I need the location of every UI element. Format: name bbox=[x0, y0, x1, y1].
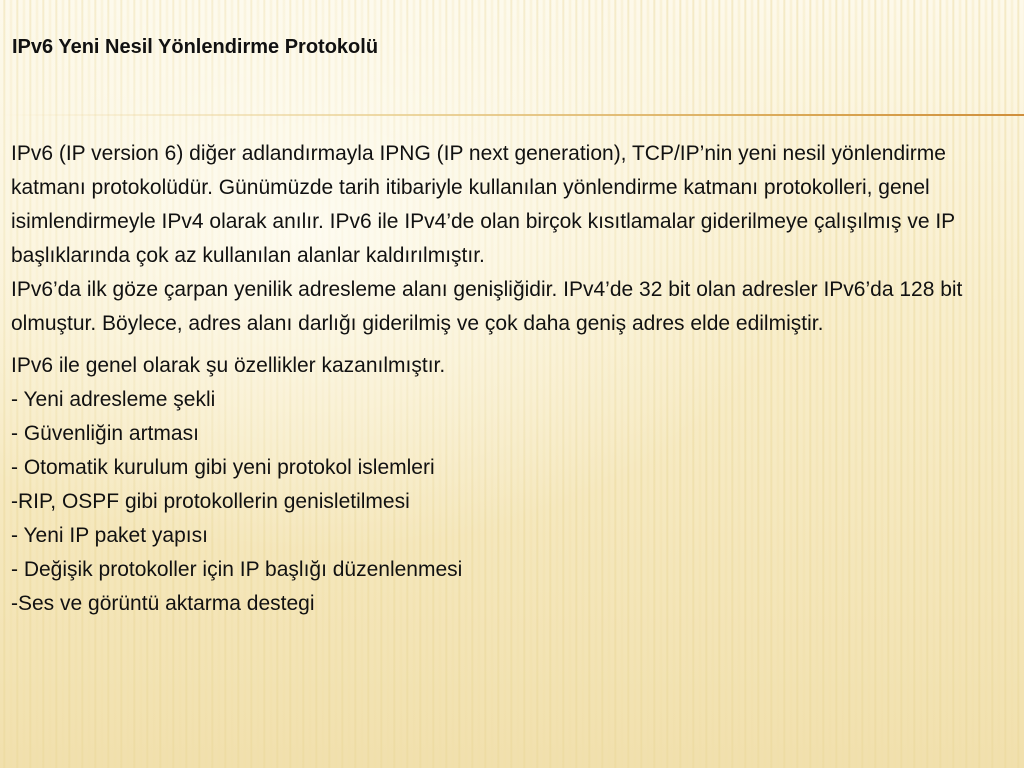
slide-body bbox=[11, 137, 1016, 621]
body-paragraph-addressing: IPv6’da ilk göze çarpan yenilik adresleme alanı genişliğidir. IPv4’de 32 bit olan adresler IPv6’da 128 bit olmuştur. Böylece, adres alanı darlığı giderilmiş ve çok daha geniş adres elde edilmiştir. bbox=[11, 278, 963, 335]
list-item: - Otomatik kurulum gibi yeni protokol islemleri bbox=[11, 456, 435, 479]
body-paragraph-intro: IPv6 (IP version 6) diğer adlandırmayla IPNG (IP next generation), TCP/IP’nin yeni nesil yönlendirme katmanı protokolüdür. Günümüzde tarih itibariyle kullanılan yönlendirme katmanı protokolleri, genel isimlendirmeyle IPv4 olarak anılır. IPv6 ile IPv4’de olan birçok kısıtlamalar giderilmeye çalışılmış ve IP başlıklarında çok az kullanılan alanlar kaldırılmıştır. bbox=[11, 142, 955, 267]
list-item: -RIP, OSPF gibi protokollerin genisletilmesi bbox=[11, 490, 410, 513]
list-item: - Güvenliğin artması bbox=[11, 422, 199, 445]
list-item: -Ses ve görüntü aktarma destegi bbox=[11, 592, 315, 615]
slide-title: IPv6 Yeni Nesil Yönlendirme Protokolü bbox=[12, 36, 379, 58]
title-divider bbox=[0, 114, 1024, 116]
paragraph-spacer bbox=[11, 341, 1016, 349]
features-intro: IPv6 ile genel olarak şu özellikler kazanılmıştır. bbox=[11, 354, 446, 377]
features-list bbox=[11, 383, 1016, 621]
list-item: - Değişik protokoller için IP başlığı düzenlenmesi bbox=[11, 558, 463, 581]
list-item: - Yeni adresleme şekli bbox=[11, 388, 216, 411]
list-item: - Yeni IP paket yapısı bbox=[11, 524, 208, 547]
